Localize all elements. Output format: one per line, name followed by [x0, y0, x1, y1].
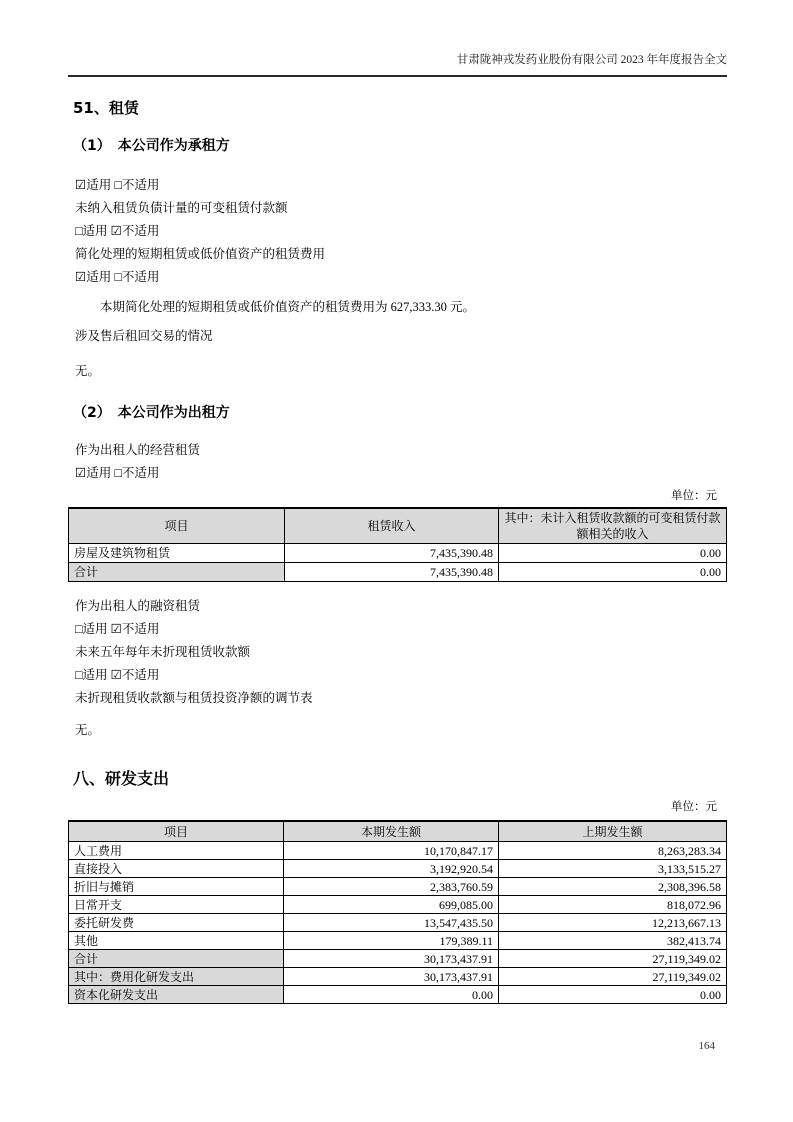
unit-label: 单位：元: [671, 490, 717, 502]
current-period-value: 0.00: [284, 986, 499, 1004]
current-period-value: 179,389.11: [284, 932, 499, 950]
header-rule: [68, 75, 727, 77]
prior-period-value: 382,413.74: [499, 932, 727, 950]
column-header-current-period: 本期发生额: [284, 821, 499, 842]
current-period-value: 699,085.00: [284, 896, 499, 914]
table-row: [69, 932, 727, 950]
document-header-title: 甘肃陇神戎发药业股份有限公司 2023 年年度报告全文: [456, 54, 727, 66]
reconciliation-title: 未折现租赁收款额与租赁投资净额的调节表: [75, 691, 313, 705]
prior-period-value: 818,072.96: [499, 896, 727, 914]
rnd-expenditure-table: [68, 820, 727, 1004]
prior-period-total: 27,119,349.02: [499, 950, 727, 968]
applicability-check-line: ☑适用 □不适用: [75, 178, 160, 192]
table-header-row: [69, 508, 727, 544]
sale-leaseback-title: 涉及售后租回交易的情况: [75, 329, 213, 343]
row-total-label: 合计: [69, 950, 284, 968]
applicability-check-line: ☑适用 □不适用: [75, 270, 160, 284]
column-header-variable-income: 其中：未计入租赁收款额的可变租赁付款额相关的收入: [499, 508, 727, 544]
row-label: 人工费用: [69, 842, 284, 860]
operating-lease-income-table: [68, 507, 727, 582]
sale-leaseback-value: 无。: [75, 364, 101, 378]
prior-period-value: 12,213,667.13: [499, 914, 727, 932]
row-total-label: 合计: [69, 563, 285, 582]
column-header-prior-period: 上期发生额: [499, 821, 727, 842]
row-label: 其他: [69, 932, 284, 950]
current-period-value: 2,383,760.59: [284, 878, 499, 896]
undiscounted-receipts-title: 未来五年每年未折现租赁收款额: [75, 645, 251, 659]
operating-lease-title: 作为出租人的经营租赁: [75, 443, 201, 457]
row-label-capitalized: 资本化研发支出: [69, 986, 284, 1004]
current-period-value: 30,173,437.91: [284, 968, 499, 986]
unit-label: 单位：元: [671, 801, 717, 813]
variable-income-total: 0.00: [499, 563, 727, 582]
column-header-item: 项目: [69, 821, 284, 842]
column-header-rental-income: 租赁收入: [285, 508, 499, 544]
simplified-lease-expense-title: 简化处理的短期租赁或低价值资产的租赁费用: [75, 247, 326, 261]
variable-income-value: 0.00: [499, 544, 727, 563]
current-period-value: 10,170,847.17: [284, 842, 499, 860]
table-row: [69, 544, 727, 563]
applicability-check-line: □适用 ☑不适用: [75, 622, 160, 636]
current-period-value: 13,547,435.50: [284, 914, 499, 932]
page-content: [68, 0, 727, 1004]
table-total-row: [69, 563, 727, 582]
section-heading-lease: 51、租赁: [73, 99, 139, 117]
table-row: [69, 842, 727, 860]
current-period-total: 30,173,437.91: [284, 950, 499, 968]
rental-income-total: 7,435,390.48: [285, 563, 499, 582]
table-row: [69, 896, 727, 914]
row-label: 委托研发费: [69, 914, 284, 932]
prior-period-value: 27,119,349.02: [499, 968, 727, 986]
table-row-expensed: [69, 968, 727, 986]
row-label: 直接投入: [69, 860, 284, 878]
variable-lease-payment-title: 未纳入租赁负债计量的可变租赁付款额: [75, 201, 288, 215]
subsection-heading-lessee: （1） 本公司作为承租方: [73, 138, 230, 154]
finance-lease-title: 作为出租人的融资租赁: [75, 599, 201, 613]
prior-period-value: 2,308,396.58: [499, 878, 727, 896]
reconciliation-value: 无。: [75, 723, 101, 737]
prior-period-value: 0.00: [499, 986, 727, 1004]
table-row: [69, 860, 727, 878]
table-row: [69, 878, 727, 896]
applicability-check-line: ☑适用 □不适用: [75, 466, 160, 480]
table-header-row: [69, 821, 727, 842]
row-label: 折旧与摊销: [69, 878, 284, 896]
table-total-row: [69, 950, 727, 968]
section-heading-rnd: 八、研发支出: [73, 769, 170, 788]
subsection-heading-lessor: （2） 本公司作为出租方: [73, 405, 230, 421]
prior-period-value: 8,263,283.34: [499, 842, 727, 860]
prior-period-value: 3,133,515.27: [499, 860, 727, 878]
page-number: 164: [698, 1040, 715, 1052]
row-label: 日常开支: [69, 896, 284, 914]
applicability-check-line: □适用 ☑不适用: [75, 224, 160, 238]
row-label-expensed: 其中：费用化研发支出: [69, 968, 284, 986]
rental-income-value: 7,435,390.48: [285, 544, 499, 563]
current-period-value: 3,192,920.54: [284, 860, 499, 878]
simplified-lease-expense-note: 本期简化处理的短期租赁或低价值资产的租赁费用为 627,333.30 元。: [100, 300, 476, 314]
row-item-label: 房屋及建筑物租赁: [69, 544, 285, 563]
applicability-check-line: □适用 ☑不适用: [75, 668, 160, 682]
table-row: [69, 914, 727, 932]
column-header-item: 项目: [69, 508, 285, 544]
table-row-capitalized: [69, 986, 727, 1004]
